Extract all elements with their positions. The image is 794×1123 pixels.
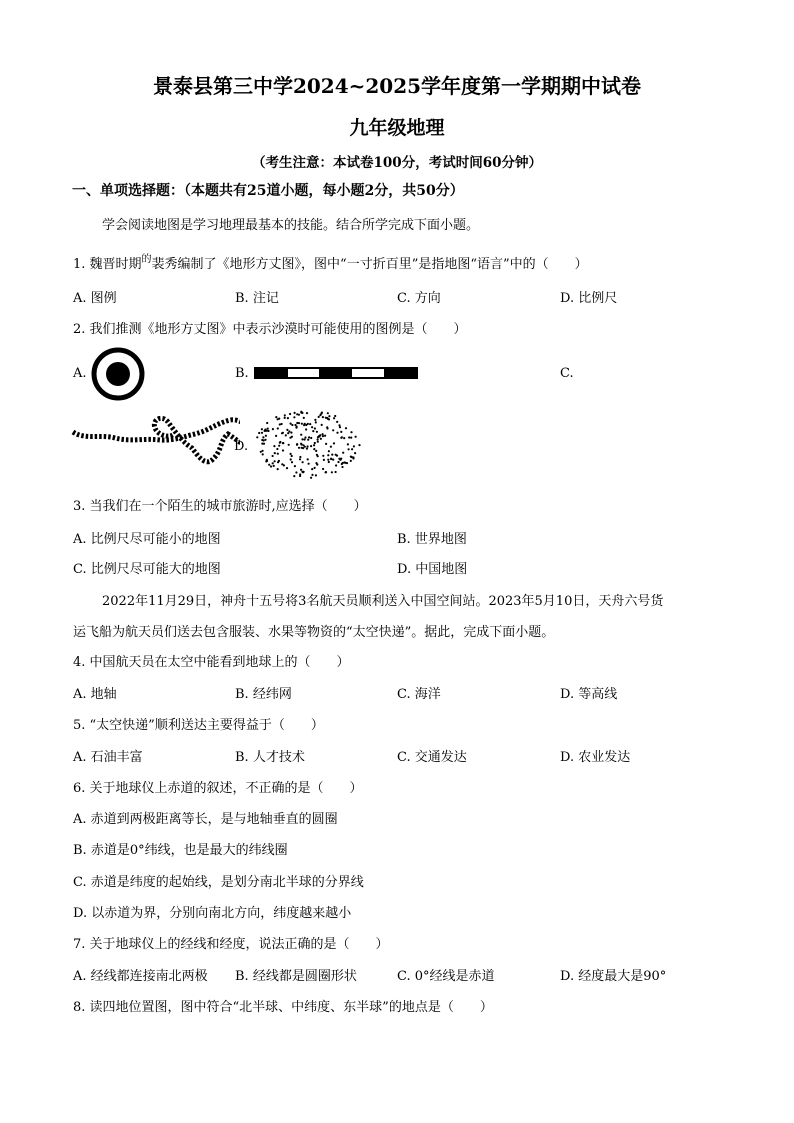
- desert-dots-legend-icon: [252, 406, 364, 482]
- section-heading: 一、单项选择题：（本题共有25道小题，每小题2分，共50分）: [72, 183, 464, 199]
- q4-option-b[interactable]: B. 经纬网: [235, 687, 292, 702]
- q6-option-c[interactable]: C. 赤道是纬度的起始线，是划分南北半球的分界线: [73, 875, 364, 890]
- q2-option-d[interactable]: D.: [234, 439, 249, 454]
- q2-option-c[interactable]: C.: [560, 366, 574, 381]
- q5-option-a[interactable]: A. 石油丰富: [73, 750, 143, 765]
- q1-option-d[interactable]: D. 比例尺: [560, 291, 618, 306]
- q5-option-d[interactable]: D. 农业发达: [560, 750, 631, 765]
- exam-subject: 九年级地理: [349, 117, 445, 139]
- q6-option-a[interactable]: A. 赤道到两极距离等长，是与地轴垂直的圆圈: [73, 812, 338, 827]
- q1-option-b[interactable]: B. 注记: [235, 291, 279, 306]
- q2-option-a[interactable]: A.: [73, 366, 87, 381]
- question-1-sup: 的: [141, 254, 152, 265]
- question-5: 5. “太空快递”顺利送达主要得益于（ ）: [73, 718, 324, 733]
- q7-option-d[interactable]: D. 经度最大是90°: [560, 969, 667, 984]
- section-intro: 学会阅读地图是学习地理最基本的技能。结合所学完成下面小题。: [102, 218, 480, 233]
- q3-option-d[interactable]: D. 中国地图: [397, 562, 468, 577]
- q6-option-b[interactable]: B. 赤道是0°纬线，也是最大的纬线圈: [73, 843, 288, 858]
- question-1-pre: 1. 魏晋时期: [73, 257, 142, 272]
- question-2: 2. 我们推测《地形方丈图》中表示沙漠时可能使用的图例是（ ）: [73, 322, 467, 337]
- q4-option-a[interactable]: A. 地轴: [73, 687, 117, 702]
- exam-note: （考生注意：本试卷100分，考试时间60分钟）: [252, 155, 542, 171]
- q5-option-c[interactable]: C. 交通发达: [397, 750, 467, 765]
- question-1: [73, 253, 588, 272]
- q7-option-b[interactable]: B. 经线都是圆圈形状: [235, 969, 357, 984]
- q4-option-c[interactable]: C. 海洋: [397, 687, 441, 702]
- question-6: 6. 关于地球仪上赤道的叙述，不正确的是（ ）: [73, 781, 363, 796]
- bullseye-legend-icon: [90, 346, 146, 402]
- q7-option-c[interactable]: C. 0°经线是赤道: [397, 969, 495, 984]
- passage-line-2: 运飞船为航天员们送去包含服装、水果等物资的“太空快递”。据此，完成下面小题。: [73, 625, 555, 640]
- q5-option-b[interactable]: B. 人才技术: [235, 750, 305, 765]
- q3-option-b[interactable]: B. 世界地图: [397, 532, 467, 547]
- dotted-boundary-legend-icon: [70, 412, 240, 472]
- q3-option-a[interactable]: A. 比例尺尽可能小的地图: [73, 532, 221, 547]
- q6-option-d[interactable]: D. 以赤道为界，分别向南北方向，纬度越来越小: [73, 906, 352, 921]
- passage-line-1: 2022年11月29日，神舟十五号将3名航天员顺利送入中国空间站。2023年5月10日，天舟六号货: [102, 594, 664, 609]
- q1-option-a[interactable]: A. 图例: [73, 291, 117, 306]
- question-7: 7. 关于地球仪上的经线和经度，说法正确的是（ ）: [73, 937, 389, 952]
- question-3: 3. 当我们在一个陌生的城市旅游时,应选择（ ）: [73, 499, 367, 514]
- q4-option-d[interactable]: D. 等高线: [560, 687, 618, 702]
- question-8: 8. 读四地位置图，图中符合“北半球、中纬度、东半球”的地点是（ ）: [73, 1000, 493, 1015]
- q7-option-a[interactable]: A. 经线都连接南北两极: [73, 969, 208, 984]
- q1-option-c[interactable]: C. 方向: [397, 291, 441, 306]
- q3-option-c[interactable]: C. 比例尺尽可能大的地图: [73, 562, 221, 577]
- railway-legend-icon: [254, 367, 418, 379]
- question-1-post: 裴秀编制了《地形方丈图》，图中“一寸折百里”是指地图“语言”中的（ ）: [151, 257, 588, 272]
- question-4: 4. 中国航天员在太空中能看到地球上的（ ）: [73, 655, 350, 670]
- q2-option-b[interactable]: B.: [235, 366, 249, 381]
- exam-title: 景泰县第三中学2024~2025学年度第一学期期中试卷: [152, 74, 642, 98]
